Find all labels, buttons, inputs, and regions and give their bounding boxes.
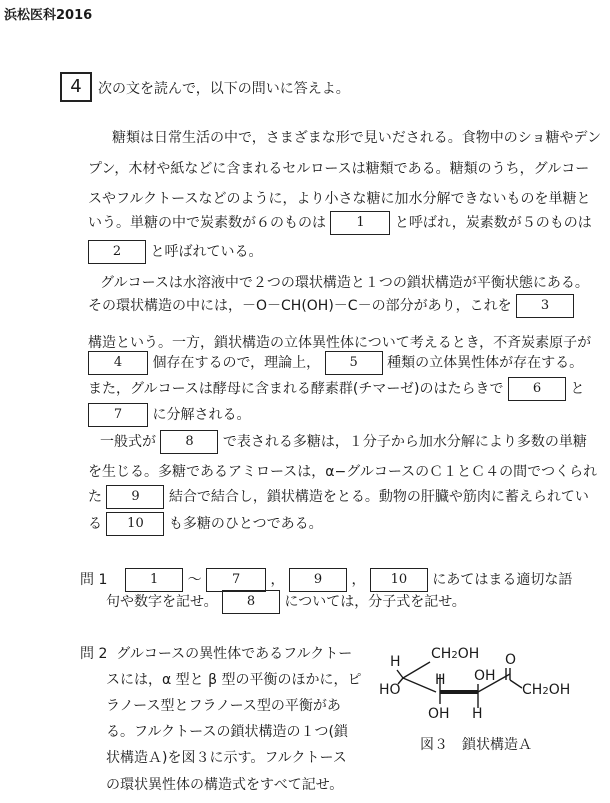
q1-tilde: ～ <box>187 572 202 588</box>
passage-line <box>88 211 592 235</box>
passage-text: 結合で結合し，鎖状構造をとる。動物の肝臓や筋肉に蓄えられてい <box>168 489 589 505</box>
ch2-text: CH <box>431 646 452 662</box>
atom-ch2oh-top <box>431 646 479 662</box>
q1-box-1: 1 <box>125 568 183 592</box>
blank-box-10: 10 <box>106 512 164 536</box>
q1-box-7: 7 <box>206 568 266 592</box>
q2-line: の環状異性体の構造式をすべて記せ。 <box>106 777 344 793</box>
passage-text: と <box>570 381 585 397</box>
atom-oh: OH <box>474 668 496 684</box>
passage-text: また，グルコースは酵母に含まれる酵素群(チマーゼ)のはたらきで <box>88 381 504 397</box>
atom-ch2oh-right <box>522 682 570 698</box>
blank-box-1: 1 <box>330 211 390 235</box>
oh-text: OH <box>548 682 571 698</box>
q2-label: 問 2 <box>80 646 108 662</box>
q1-line <box>80 568 572 592</box>
oh-text: OH <box>457 646 480 662</box>
q1-text: にあてはまる適切な語 <box>432 572 573 588</box>
passage-text: 種類の立体異性体が存在する。 <box>387 355 584 371</box>
passage-line <box>88 294 574 318</box>
passage-line: グルコースは水溶液中で２つの環状構造と１つの鎖状構造が平衡状態にある。 <box>100 275 589 291</box>
passage-line <box>88 403 250 427</box>
passage-text: と呼ばれ，炭素数が５のものは <box>394 215 592 231</box>
question-intro: 次の文を読んで，以下の問いに答えよ。 <box>98 81 350 97</box>
passage-text: と呼ばれている。 <box>150 244 263 260</box>
atom-oh: OH <box>428 706 450 722</box>
q2-line: スには，α 型と β 型の平衡のほかに，ピ <box>106 672 362 688</box>
q1-line <box>106 590 466 614</box>
q1-text: については，分子式を記せ。 <box>284 594 466 610</box>
blank-box-4: 4 <box>88 351 148 375</box>
atom-h: H <box>390 654 401 670</box>
atom-h: H <box>435 672 446 688</box>
passage-line: スやフルクトースなどのように，より小さな糖に加水分解できないものを単糖と <box>88 191 591 207</box>
q2-line: ラノース型とフラノース型の平衡があ <box>106 698 341 714</box>
fructose-chain-structure <box>370 640 595 730</box>
atom-h: H <box>472 706 483 722</box>
passage-line <box>88 240 262 264</box>
passage-line <box>100 430 587 454</box>
q2-text: グルコースの異性体であるフルクトー <box>116 646 353 662</box>
passage-text: 一般式が <box>100 434 156 450</box>
bonds <box>397 662 522 708</box>
atom-o: O <box>505 652 517 668</box>
q1-text: 句や数字を記せ。 <box>106 594 218 610</box>
q2-line: 状構造Ａ)を図３に示す。フルクトース <box>106 750 347 766</box>
blank-box-7: 7 <box>88 403 148 427</box>
passage-text: に分解される。 <box>152 407 251 423</box>
q1-label: 問 1 <box>80 572 108 588</box>
blank-box-5: 5 <box>325 351 383 375</box>
q1-box-10: 10 <box>370 568 428 592</box>
passage-line: 構造という。一方，鎖状構造の立体異性体について考えるとき，不斉炭素原子が <box>88 335 592 351</box>
passage-text: 個存在するので，理論上， <box>152 355 321 371</box>
q2-line: る。フルクトースの鎖状構造の１つ(鎖 <box>106 724 348 740</box>
atom-ho: HO <box>379 682 401 698</box>
subscript: 2 <box>542 686 549 697</box>
passage-line <box>88 377 584 401</box>
passage-line: を生じる。多糖であるアミロースは，α−グルコースのＣ１とＣ４の間でつくられ <box>88 464 598 480</box>
blank-box-3: 3 <box>516 294 574 318</box>
blank-box-2: 2 <box>88 240 146 264</box>
question-number-box: 4 <box>60 72 92 102</box>
passage-text: も多糖のひとつである。 <box>168 516 323 532</box>
passage-line: プン，木材や紙などに含まれるセルロースは糖類である。糖類のうち，グルコー <box>88 161 590 177</box>
passage-text: た <box>88 489 102 505</box>
passage-line <box>88 351 583 375</box>
passage-text: で表される多糖は，１分子から加水分解により多数の単糖 <box>222 434 587 450</box>
q1-box-9: 9 <box>289 568 347 592</box>
q1-box-8: 8 <box>222 590 280 614</box>
passage-line: 糖類は日常生活の中で，さまざまな形で見いだされる。食物中のショ糖やデン <box>112 130 602 146</box>
passage-text: その環状構造の中には，－O－CH(OH)－C－の部分があり，これを <box>88 298 512 314</box>
exam-header: 浜松医科2016 <box>4 8 93 23</box>
q2-line <box>80 644 352 664</box>
passage-text: いう。単糖の中で炭素数が６のものは <box>88 215 326 231</box>
blank-box-9: 9 <box>106 485 164 509</box>
passage-line <box>88 512 323 536</box>
subscript: 2 <box>451 650 458 661</box>
blank-box-8: 8 <box>160 430 218 454</box>
passage-text: る <box>88 516 102 532</box>
q1-comma: ， <box>270 572 285 588</box>
passage-line <box>88 485 589 509</box>
blank-box-6: 6 <box>508 377 566 401</box>
ch2-text: CH <box>522 682 543 698</box>
q1-comma: ， <box>351 572 366 588</box>
figure-caption: 図３ 鎖状構造Ａ <box>420 737 532 753</box>
